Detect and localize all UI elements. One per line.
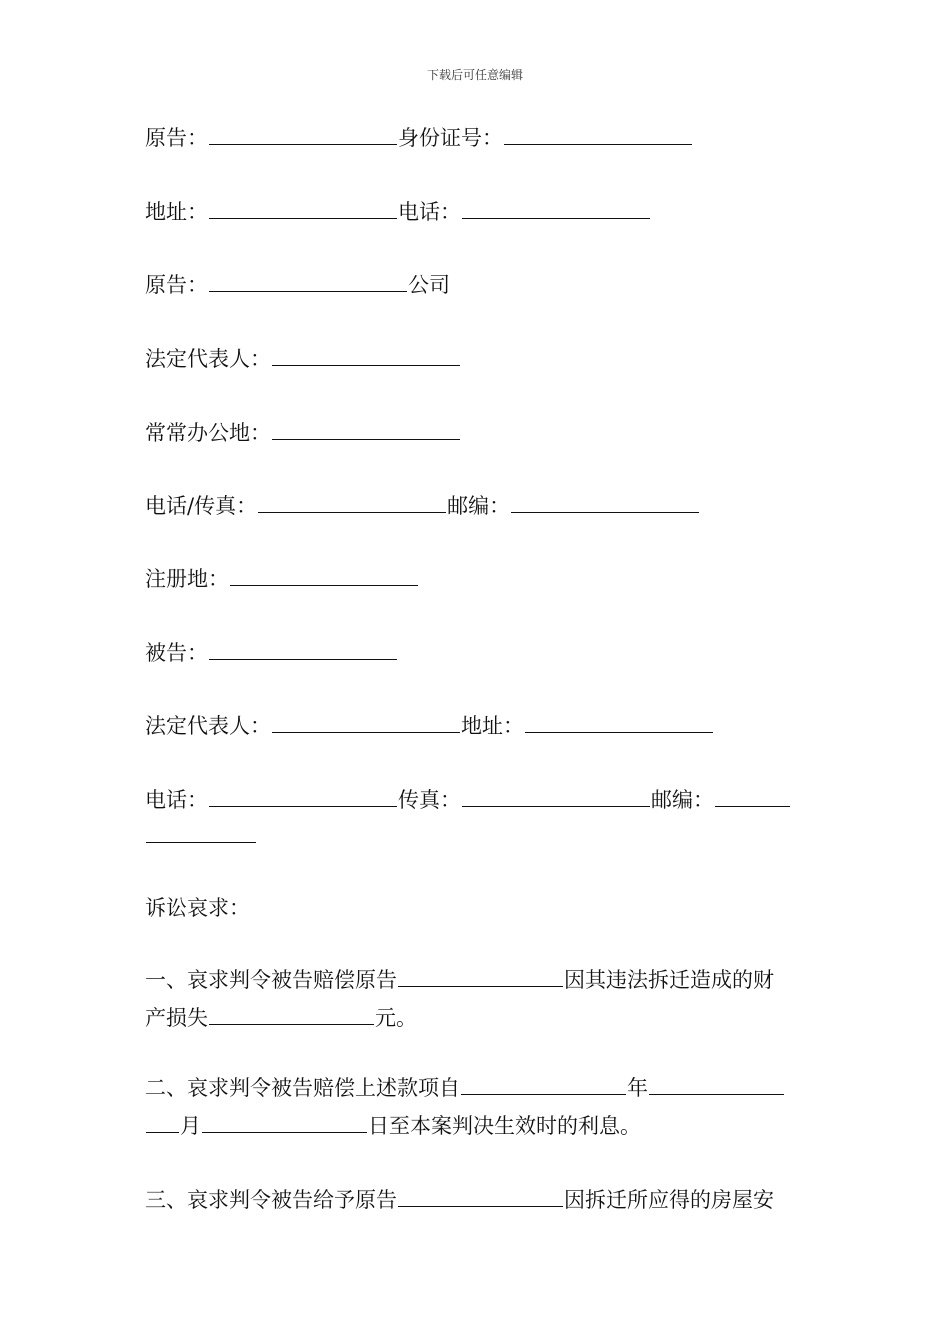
legal-rep-label: 法定代表人： bbox=[145, 347, 271, 371]
plaintiff-name-blank[interactable] bbox=[209, 124, 397, 145]
defendant-address-label: 地址： bbox=[461, 714, 524, 738]
plaintiff-company-label: 原告： bbox=[145, 273, 208, 297]
claim-2-text-a: 二、哀求判令被告赔偿上述款项自 bbox=[145, 1076, 460, 1100]
claim-2-text-b: 年 bbox=[627, 1076, 648, 1100]
defendant-rep-label: 法定代表人： bbox=[145, 714, 271, 738]
registered-label: 注册地： bbox=[145, 567, 229, 591]
claim-2-month-blank-continued[interactable] bbox=[146, 1112, 179, 1133]
postcode-blank[interactable] bbox=[511, 492, 699, 513]
company-name-blank[interactable] bbox=[209, 271, 407, 292]
claim-2-line-2 bbox=[145, 1112, 641, 1138]
defendant-rep-line bbox=[145, 712, 714, 738]
registered-blank[interactable] bbox=[230, 565, 418, 586]
claim-2-text-d: 日至本案判决生效时的利息。 bbox=[368, 1114, 641, 1138]
claim-2-year-blank[interactable] bbox=[461, 1074, 626, 1095]
plaintiff-line bbox=[145, 124, 693, 150]
id-number-blank[interactable] bbox=[504, 124, 692, 145]
legal-rep-line bbox=[145, 345, 461, 371]
claim-2-day-blank[interactable] bbox=[202, 1112, 367, 1133]
contact-line bbox=[145, 786, 791, 812]
claim-1-text-a: 一、哀求判令被告赔偿原告 bbox=[145, 968, 397, 992]
postcode-label: 邮编： bbox=[447, 494, 511, 518]
claim-1-loss-blank[interactable] bbox=[209, 1004, 374, 1025]
legal-rep-blank[interactable] bbox=[272, 345, 460, 366]
claim-3-text-a: 三、哀求判令被告给予原告 bbox=[145, 1188, 397, 1212]
address-phone-line bbox=[145, 198, 651, 224]
page-header: 下载后可任意编辑 bbox=[426, 68, 523, 82]
claim-2-month-blank[interactable] bbox=[649, 1074, 784, 1095]
contact-fax-blank[interactable] bbox=[462, 786, 650, 807]
contact-fax-label: 传真： bbox=[398, 788, 461, 812]
defendant-line bbox=[145, 639, 398, 665]
defendant-rep-blank[interactable] bbox=[272, 712, 460, 733]
defendant-blank[interactable] bbox=[209, 639, 397, 660]
address-blank[interactable] bbox=[209, 198, 397, 219]
office-label: 常常办公地： bbox=[145, 421, 271, 445]
claims-title: 诉讼哀求： bbox=[145, 896, 250, 920]
claim-3-blank[interactable] bbox=[398, 1186, 563, 1207]
defendant-address-blank[interactable] bbox=[525, 712, 713, 733]
office-blank[interactable] bbox=[272, 419, 460, 440]
contact-postcode-blank[interactable] bbox=[715, 786, 790, 807]
address-label: 地址： bbox=[145, 200, 208, 224]
claim-2-line bbox=[145, 1074, 785, 1100]
phone-fax-blank[interactable] bbox=[258, 492, 446, 513]
id-number-label: 身份证号： bbox=[398, 126, 503, 150]
contact-phone-blank[interactable] bbox=[209, 786, 397, 807]
claim-3-text-b: 因拆迁所应得的房屋安 bbox=[564, 1188, 774, 1212]
company-suffix: 公司 bbox=[408, 273, 450, 297]
contact-phone-label: 电话： bbox=[145, 788, 208, 812]
phone-blank[interactable] bbox=[462, 198, 650, 219]
plaintiff-label: 原告： bbox=[145, 126, 208, 150]
phone-label: 电话： bbox=[398, 200, 461, 224]
claim-1-text-d: 元。 bbox=[375, 1006, 417, 1030]
claim-1-text-b: 因其违法拆迁造成的财 bbox=[564, 968, 774, 992]
claim-1-line-2 bbox=[145, 1004, 417, 1030]
contact-postcode-label: 邮编： bbox=[651, 788, 714, 812]
registered-line bbox=[145, 565, 419, 591]
contact-line-continued bbox=[145, 822, 257, 848]
contact-postcode-blank-continued[interactable] bbox=[146, 822, 256, 843]
claim-1-line bbox=[145, 966, 774, 992]
phone-fax-line bbox=[145, 492, 700, 518]
office-line bbox=[145, 419, 461, 445]
plaintiff-company-line bbox=[145, 271, 450, 297]
claim-1-text-c: 产损失 bbox=[145, 1006, 208, 1030]
defendant-label: 被告： bbox=[145, 641, 208, 665]
claim-3-line bbox=[145, 1186, 774, 1212]
phone-fax-label: 电话/传真： bbox=[145, 494, 258, 518]
claim-1-amount-blank[interactable] bbox=[398, 966, 563, 987]
claim-2-text-c: 月 bbox=[180, 1114, 201, 1138]
